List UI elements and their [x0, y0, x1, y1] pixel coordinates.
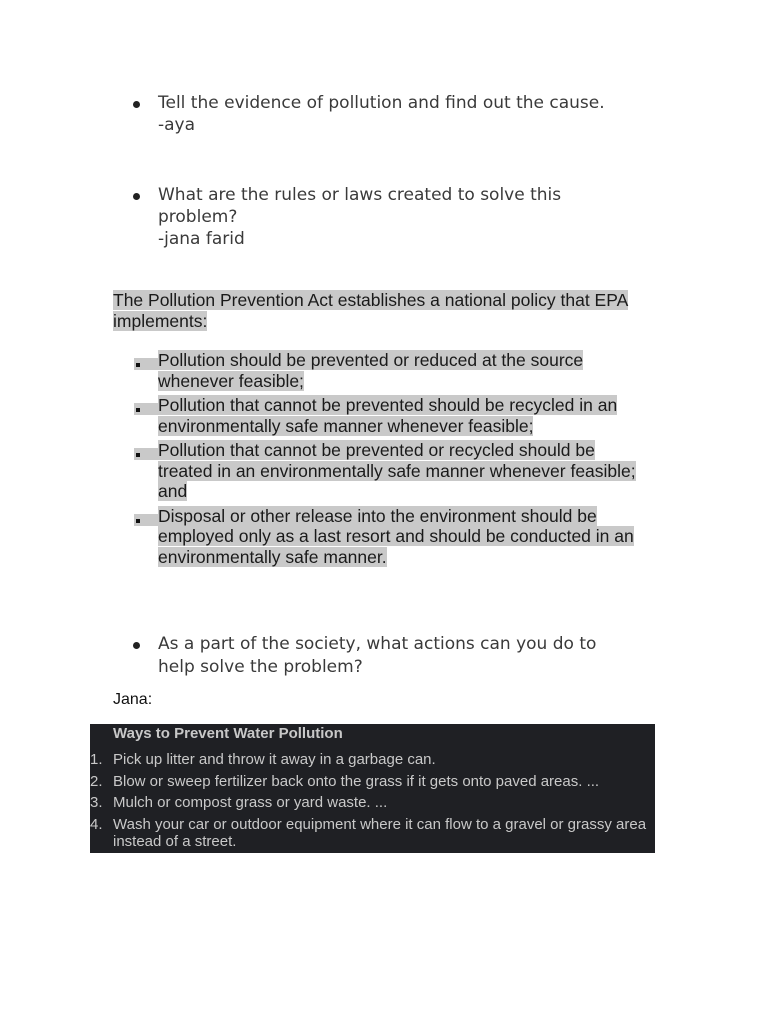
item-text: Blow or sweep fertilizer back onto the grass if it gets onto paved areas. ...: [113, 772, 600, 790]
bullet-icon: [134, 448, 158, 460]
policy-text: Pollution should be prevented or reduced at the source whenever feasible;: [158, 350, 584, 391]
snippet-list-item: [90, 751, 653, 769]
answer-author-label: Jana:: [113, 691, 153, 708]
question-author: -jana farid: [158, 229, 245, 249]
question-text: help solve the problem?: [158, 657, 363, 677]
bullet-icon: [133, 642, 140, 649]
policy-text: Disposal or other release into the environment should be employed only as a last resort and should be conducted in an environmentally safe manner.: [158, 505, 634, 567]
bullet-icon: [133, 193, 140, 200]
bullet-icon: [133, 101, 140, 108]
water-pollution-snippet: [90, 724, 655, 853]
question-text: What are the rules or laws created to solve this: [158, 185, 562, 205]
policy-item: [0, 506, 640, 568]
act-intro-text: The Pollution Prevention Act establishes a national policy that EPA implements:: [113, 290, 629, 331]
item-number: 1.: [90, 751, 103, 768]
question-item: [0, 92, 638, 136]
policy-item: [0, 395, 640, 436]
item-text: Pick up litter and throw it away in a garbage can.: [113, 751, 436, 768]
bullet-icon: [134, 358, 158, 370]
item-number: 2.: [90, 772, 103, 790]
snippet-list-item: [90, 816, 653, 851]
item-number: 4.: [90, 815, 103, 833]
snippet-list: [90, 751, 655, 855]
question-author: -aya: [158, 115, 196, 135]
question-text: Tell the evidence of pollution and find out the cause.: [158, 93, 605, 113]
act-policy-list: [0, 350, 768, 571]
policy-text: Pollution that cannot be prevented should be recycled in an environmentally safe manner whenever feasible;: [158, 395, 618, 436]
question-text: As a part of the society, what actions can you do to: [158, 634, 597, 654]
snippet-list-item: [90, 794, 653, 812]
policy-text: Pollution that cannot be prevented or recycled should be treated in an environmentally safe manner whenever feasible; and: [158, 440, 636, 501]
act-intro-paragraph: [113, 290, 643, 332]
policy-item: [0, 440, 640, 502]
policy-item: [0, 350, 640, 391]
bullet-icon: [134, 403, 158, 415]
item-text: Mulch or compost grass or yard waste. ...: [113, 794, 388, 811]
item-number: 3.: [90, 794, 103, 811]
question-item: [0, 184, 638, 250]
item-text: Wash your car or outdoor equipment where it can flow to a gravel or grassy area instead of a street.: [113, 815, 647, 850]
question-text: problem?: [158, 207, 238, 227]
snippet-list-item: [90, 773, 653, 791]
question-list-bottom: [0, 633, 768, 679]
question-item: [0, 633, 638, 679]
bullet-icon: [134, 514, 158, 526]
question-list-top: [0, 92, 768, 250]
snippet-title: Ways to Prevent Water Pollution: [113, 725, 343, 742]
